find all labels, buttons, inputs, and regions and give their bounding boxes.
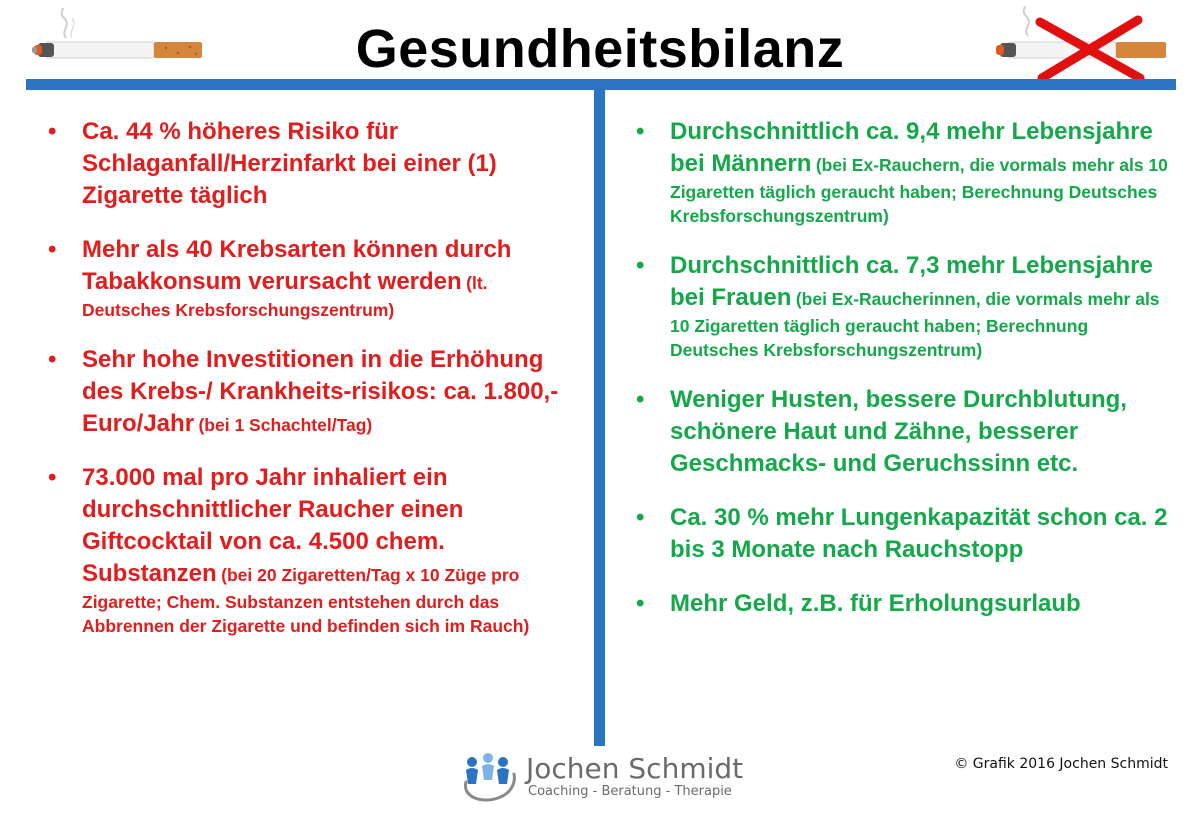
item-text: Mehr Geld, z.B. für Erholungsurlaub bbox=[670, 590, 1081, 617]
item-text: Ca. 44 % höheres Risiko für Schlaganfall/Herzinfarkt bei einer (1) Zigarette täglich bbox=[82, 118, 497, 209]
company-logo bbox=[458, 748, 744, 808]
lit-cigarette-icon bbox=[28, 8, 208, 68]
people-logo-icon bbox=[458, 748, 520, 804]
list-item bbox=[636, 502, 1181, 566]
crossed-out-cigarette-icon bbox=[990, 6, 1175, 81]
bullet: • bbox=[48, 118, 57, 145]
bullet: • bbox=[636, 252, 645, 279]
bullet: • bbox=[636, 386, 645, 413]
benefits-list bbox=[636, 116, 1181, 642]
bullet: • bbox=[636, 590, 645, 617]
logo-tagline: Coaching - Beratung - Therapie bbox=[528, 784, 732, 799]
list-item bbox=[48, 462, 578, 638]
item-note: (bei Ex-Rauchern, die vormals mehr als 10 Zigaretten täglich geraucht haben; Berechnung Deutsches Krebsforschungszentrum) bbox=[670, 155, 1168, 226]
list-item bbox=[636, 116, 1181, 228]
item-text: Ca. 30 % mehr Lungenkapazität schon ca. 2 bis 3 Monate nach Rauchstopp bbox=[670, 504, 1168, 563]
bullet: • bbox=[48, 236, 57, 263]
list-item bbox=[636, 384, 1181, 480]
bullet: • bbox=[48, 346, 57, 373]
copyright-notice: © Grafik 2016 Jochen Schmidt bbox=[954, 756, 1168, 772]
item-text: Durchschnittlich ca. 7,3 mehr Lebensjahre bei Frauen bbox=[670, 252, 1153, 311]
item-note: (lt. Deutsches Krebsforschungszentrum) bbox=[82, 273, 488, 320]
column-divider bbox=[594, 86, 605, 746]
list-item bbox=[48, 344, 578, 440]
list-item bbox=[48, 234, 578, 322]
item-note: (bei 20 Zigaretten/Tag x 10 Züge pro Zigarette; Chem. Substanzen entstehen durch das Abbrennen der Zigarette und befinden sich im Rauch) bbox=[82, 565, 530, 636]
item-text: Durchschnittlich ca. 9,4 mehr Lebensjahre bei Männern bbox=[670, 118, 1153, 177]
item-text: 73.000 mal pro Jahr inhaliert ein durchschnittlicher Raucher einen Giftcocktail von ca. 4.500 chem. Substanzen bbox=[82, 464, 464, 587]
item-text: Sehr hohe Investitionen in die Erhöhung des Krebs-/ Krankheits-risikos: ca. 1.800,- Euro/Jahr bbox=[82, 346, 559, 437]
item-text: Mehr als 40 Krebsarten können durch Tabakkonsum verursacht werden bbox=[82, 236, 512, 295]
item-text: Weniger Husten, bessere Durchblutung, schönere Haut und Zähne, besserer Geschmacks- und Geruchssinn etc. bbox=[670, 386, 1127, 477]
risks-list bbox=[48, 116, 578, 660]
bullet: • bbox=[636, 118, 645, 145]
item-note: (bei 1 Schachtel/Tag) bbox=[198, 415, 373, 435]
page-title: Gesundheitsbilanz bbox=[355, 19, 845, 79]
item-note: (bei Ex-Raucherinnen, die vormals mehr als 10 Zigaretten täglich geraucht haben; Berechnung Deutsches Krebsforschungszentrum) bbox=[670, 289, 1160, 360]
bullet: • bbox=[48, 464, 57, 491]
list-item bbox=[48, 116, 578, 212]
list-item bbox=[636, 588, 1181, 620]
logo-name: Jochen Schmidt bbox=[526, 752, 744, 785]
bullet: • bbox=[636, 504, 645, 531]
list-item bbox=[636, 250, 1181, 362]
